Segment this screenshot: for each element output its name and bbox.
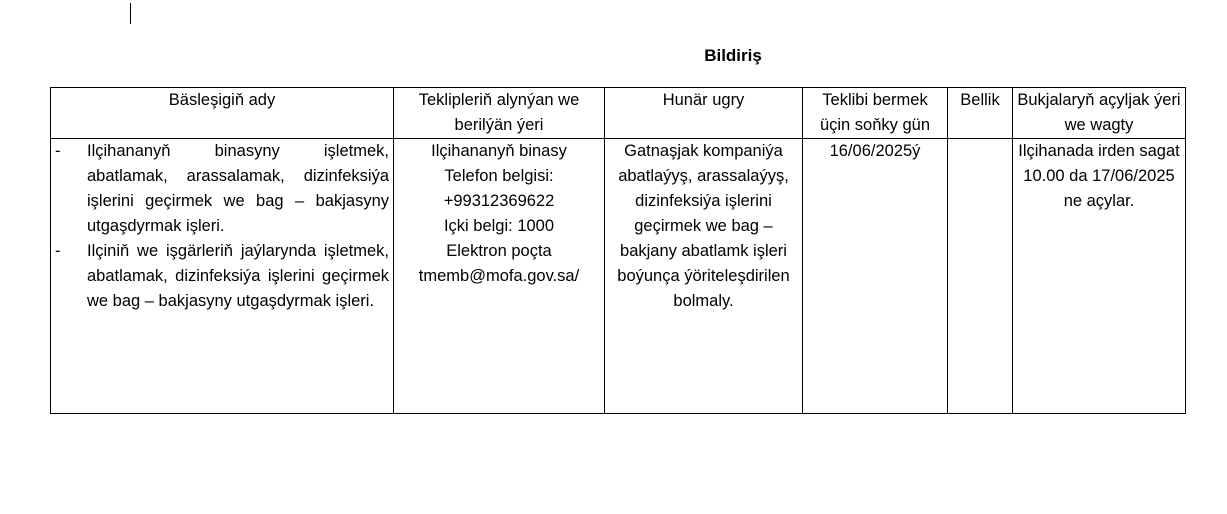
header-opening-place-time: Bukjalaryň açyljak ýeri we wagty bbox=[1013, 88, 1186, 139]
document-title: Bildiriş bbox=[704, 46, 762, 65]
opening-place-time-cell: Ilçihanada irden sagat 10.00 da 17/06/2025 ne açylar. bbox=[1013, 139, 1186, 414]
task-text: Ilçiniň we işgärleriň jaýlarynda işletmek, abatlamak, dizinfeksiýa işlerini geçirmek we bag – bakjasyny utgaşdyrmak işleri. bbox=[87, 242, 389, 310]
phone-number: Telefon belgisi: +99312369622 bbox=[443, 167, 555, 210]
list-item bbox=[55, 239, 389, 314]
extension-number: Içki belgi: 1000 bbox=[443, 217, 555, 235]
tasks-list bbox=[55, 139, 389, 314]
header-submission-place: Teklipleriň alynýan we berilýän ýeri bbox=[394, 88, 605, 139]
email-address: tmemb@mofa.gov.sa/ bbox=[418, 267, 580, 285]
table-header-row bbox=[51, 88, 1186, 139]
header-deadline: Teklibi bermek üçin soňky gün bbox=[803, 88, 948, 139]
task-text: Ilçihananyň binasyny işletmek, abatlamak, arassalamak, dizinfeksiýa işlerini geçirmek we bag – bakjasyny utgaşdyrmak işleri. bbox=[87, 142, 389, 235]
tender-name-cell bbox=[51, 139, 394, 414]
list-bullet: - bbox=[55, 142, 61, 160]
header-specialty: Hunär ugry bbox=[605, 88, 803, 139]
email-label: Elektron poçta bbox=[446, 242, 552, 260]
tender-table bbox=[50, 87, 1186, 414]
note-cell bbox=[948, 139, 1013, 414]
list-item bbox=[55, 139, 389, 239]
submission-place-cell bbox=[394, 139, 605, 414]
header-note: Bellik bbox=[948, 88, 1013, 139]
table-row bbox=[51, 139, 1186, 414]
deadline-cell: 16/06/2025ý bbox=[803, 139, 948, 414]
text-cursor bbox=[130, 3, 131, 24]
list-bullet: - bbox=[55, 242, 61, 260]
location-name: Ilçihananyň binasy bbox=[431, 142, 567, 160]
header-tender-name: Bäsleşigiň ady bbox=[51, 88, 394, 139]
specialty-cell: Gatnaşjak kompaniýa abatlaýyş, arassalaýyş, dizinfeksiýa işlerini geçirmek we bag – bakjany abatlamk işleri boýunça ýöriteleşdirilen bolmaly. bbox=[605, 139, 803, 414]
